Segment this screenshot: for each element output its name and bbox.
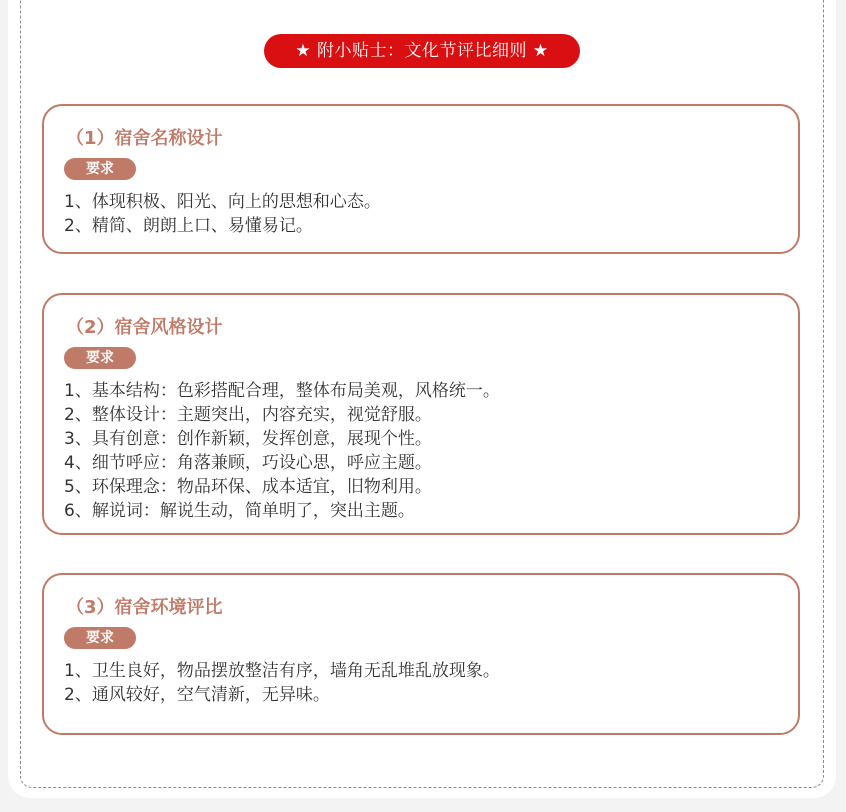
- list-item: 3、具有创意：创作新颖，发挥创意，展现个性。: [64, 429, 432, 449]
- section-title: （1）宿舍名称设计: [66, 128, 223, 149]
- section-card-environment: [42, 573, 800, 735]
- requirement-tag: 要求: [64, 627, 136, 649]
- list-item: 2、精简、朗朗上口、易懂易记。: [64, 216, 313, 236]
- requirement-list: [64, 379, 500, 523]
- list-item: 1、基本结构：色彩搭配合理，整体布局美观，风格统一。: [64, 381, 500, 401]
- list-item: 1、体现积极、阳光、向上的思想和心态。: [64, 192, 381, 212]
- page: [8, 0, 836, 798]
- list-item: 2、整体设计：主题突出，内容充实，视觉舒服。: [64, 405, 432, 425]
- section-card-name-design: [42, 104, 800, 254]
- list-item: 5、环保理念：物品环保、成本适宜，旧物利用。: [64, 477, 432, 497]
- list-item: 4、细节呼应：角落兼顾，巧设心思，呼应主题。: [64, 453, 432, 473]
- requirement-list: [64, 659, 500, 707]
- section-title: （2）宿舍风格设计: [66, 317, 223, 338]
- tips-banner: ★ 附小贴士：文化节评比细则 ★: [264, 34, 580, 68]
- list-item: 1、卫生良好，物品摆放整洁有序，墙角无乱堆乱放现象。: [64, 661, 500, 681]
- section-card-style-design: [42, 293, 800, 535]
- list-item: 2、通风较好，空气清新，无异味。: [64, 685, 330, 705]
- requirement-tag: 要求: [64, 158, 136, 180]
- requirement-tag: 要求: [64, 347, 136, 369]
- section-title: （3）宿舍环境评比: [66, 597, 223, 618]
- requirement-list: [64, 190, 381, 238]
- list-item: 6、解说词：解说生动，简单明了，突出主题。: [64, 501, 415, 521]
